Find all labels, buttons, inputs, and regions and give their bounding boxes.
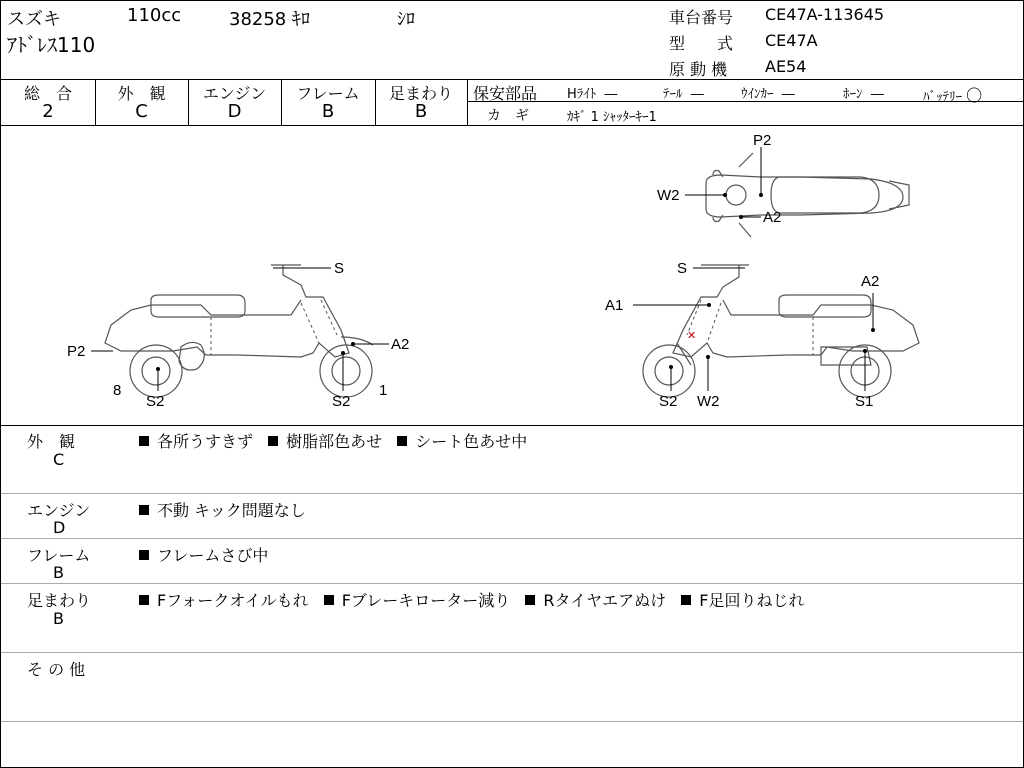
left-label-S: S (334, 260, 345, 277)
section-other-title: そ の 他 (27, 660, 86, 679)
list-item: Rタイヤエアぬけ (525, 588, 666, 611)
safety-winker: ｳｲﾝｶｰ ― (741, 87, 795, 102)
grade-suspension-label: 足まわり (388, 84, 453, 103)
displacement: 110cc (127, 5, 182, 26)
frame-no-label: 車台番号 (669, 8, 734, 27)
top-label-W2: W2 (657, 187, 680, 204)
left-label-1: 1 (379, 382, 388, 399)
safety-headlight: Hﾗｲﾄ ― (567, 87, 618, 102)
section-frame-items (139, 543, 278, 566)
left-label-8: 8 (113, 382, 122, 399)
type-label: 型 式 (669, 34, 734, 53)
scooter-left-view (105, 265, 373, 397)
top-label-A2: A2 (763, 209, 782, 226)
section-exterior-grade: C (53, 450, 65, 469)
right-label-A2: A2 (861, 273, 880, 290)
damage-mark: ✕ (687, 329, 697, 342)
left-label-P2: P2 (67, 343, 86, 360)
section-engine-items (139, 498, 316, 521)
list-item: Fフォークオイルもれ (139, 588, 309, 611)
model-name: ｱﾄﾞﾚｽ110 (7, 33, 96, 57)
key-label: カ ギ (487, 108, 529, 124)
right-label-S2: S2 (659, 393, 678, 410)
grade-engine-value: D (227, 101, 242, 122)
maker: スズキ (7, 9, 61, 30)
grade-suspension-value: B (414, 101, 428, 122)
list-item: 樹脂部色あせ (268, 429, 382, 452)
safety-label: 保安部品 (473, 84, 538, 103)
section-suspension-title: 足まわり (27, 591, 92, 610)
right-label-W2: W2 (697, 393, 720, 410)
section-frame-title: フレーム (27, 546, 91, 565)
safety-horn: ﾎｰﾝ ― (843, 87, 884, 102)
list-item: シート色あせ中 (397, 429, 527, 452)
color: ｼﾛ (397, 9, 415, 30)
section-exterior-items (139, 429, 537, 452)
type-value: CE47A (765, 31, 818, 50)
section-suspension-grade: B (53, 609, 64, 628)
damage-diagram (1, 125, 1023, 425)
right-label-S: S (677, 260, 688, 277)
left-label-S2-rear: S2 (146, 393, 165, 410)
section-suspension-items (139, 588, 815, 611)
top-label-P2: P2 (753, 132, 772, 149)
section-frame-grade: B (53, 563, 64, 582)
left-label-A2: A2 (391, 336, 410, 353)
grade-total-value: 2 (42, 101, 54, 122)
grade-frame-value: B (321, 101, 335, 122)
left-label-S2-front: S2 (332, 393, 351, 410)
grade-exterior-value: C (135, 101, 148, 122)
right-label-S1: S1 (855, 393, 874, 410)
list-item: 各所うすきず (139, 429, 253, 452)
list-item: F足回りねじれ (681, 588, 804, 611)
safety-battery: ﾊﾞｯﾃﾘｰ 〇 (923, 86, 983, 105)
grade-exterior-label: 外 観 (117, 84, 166, 103)
mileage: 38258 ｷﾛ (229, 9, 310, 30)
grade-engine-label: エンジン (202, 84, 267, 103)
frame-no-value: CE47A-113645 (765, 5, 885, 24)
engine-label: 原 動 機 (669, 60, 728, 79)
engine-value: AE54 (765, 57, 807, 76)
scooter-top-view (706, 153, 909, 237)
right-label-A1: A1 (605, 297, 624, 314)
section-exterior-title: 外 観 (27, 432, 76, 451)
grade-frame-label: フレーム (296, 84, 360, 103)
section-engine-grade: D (53, 518, 66, 537)
list-item: Fブレーキローター減り (324, 588, 511, 611)
safety-taillight: ﾃｰﾙ ― (663, 87, 704, 102)
list-item: 不動 キック問題なし (139, 498, 306, 521)
list-item: フレームさび中 (139, 543, 268, 566)
section-engine-title: エンジン (27, 501, 91, 520)
key-value: ｶｷﾞ 1 ｼｬｯﾀｰｷｰ1 (567, 110, 657, 125)
grade-total-label: 総 合 (23, 84, 72, 103)
